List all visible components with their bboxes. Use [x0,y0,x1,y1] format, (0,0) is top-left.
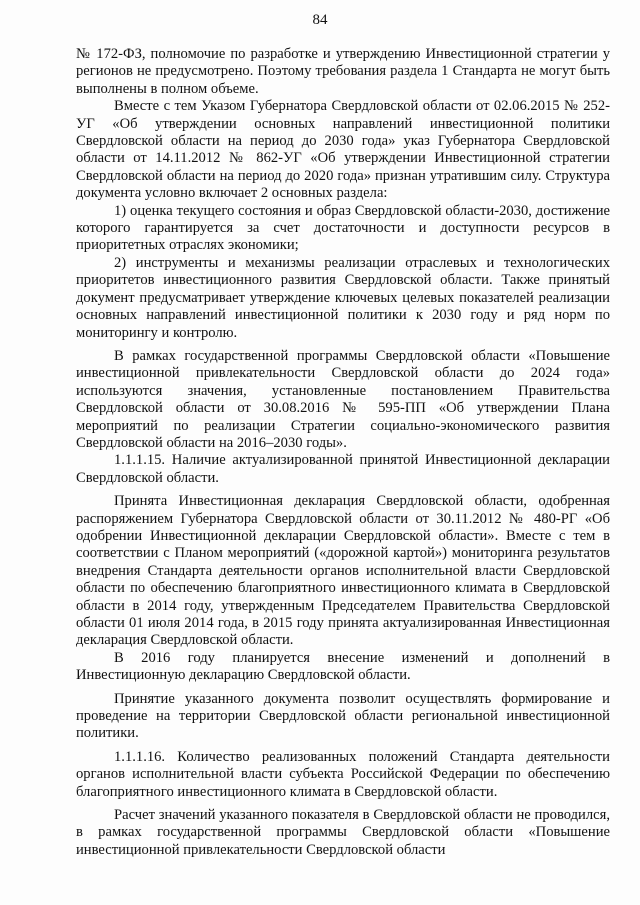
paragraph-9: Принятие указанного документа позволит осуществлять формирование и проведение на территории Свердловской области региональной инвестиционной политики. [76,690,610,742]
paragraph-4: 2) инструменты и механизмы реализации отраслевых и технологических приоритетов инвестиционного развития Свердловской области. Также принятый документ предусматривает утверждение ключевых целевых показателей реализации основных направлений инвестиционной политики к 2030 году и ряд норм по мониторингу и контролю. [76,254,610,341]
document-body [76,46,610,859]
paragraph-3: 1) оценка текущего состояния и образ Свердловской области-2030, достижение которого гарантируется за счет достаточности и доступности ресурсов в приоритетных отраслях экономики; [76,202,610,254]
page-number: 84 [312,12,328,28]
paragraph-6-heading: 1.1.1.15. Наличие актуализированной принятой Инвестиционной декларации Свердловской области. [76,452,610,486]
paragraph-10-heading: 1.1.1.16. Количество реализованных положений Стандарта деятельности органов исполнительной власти субъекта Российской Федерации по обеспечению благоприятного инвестиционного климата в Свердловской области. [76,748,610,800]
paragraph-2: Вместе с тем Указом Губернатора Свердловской области от 02.06.2015 № 252-УГ «Об утверждении основных направлений инвестиционной политики Свердловской области на период до 2030 года» указ Губернатора Свердловской области от 14.11.2012 № 862-УГ «Об утверждении Инвестиционной стратегии Свердловской области на период до 2020 года» признан утратившим силу. Структура документа условно включает 2 основных раздела: [76,98,610,202]
paragraph-8: В 2016 году планируется внесение изменений и дополнений в Инвестиционную декларацию Свердловской области. [76,649,610,684]
paragraph-1: № 172-ФЗ, полномочие по разработке и утверждению Инвестиционной стратегии у регионов не предусмотрено. Поэтому требования раздела 1 Стандарта не могут быть выполнены в полном объеме. [76,46,610,97]
paragraph-5: В рамках государственной программы Свердловской области «Повышение инвестиционной привлекательности Свердловской области до 2024 года» используются значения, установленные постановлением Правительства Свердловской области от 30.08.2016 № 595-ПП «Об утверждении Плана мероприятий по реализации Стратегии социально-экономического развития Свердловской области на 2016–2030 годы». [76,347,610,451]
paragraph-7: Принята Инвестиционная декларация Свердловской области, одобренная распоряжением Губернатора Свердловской области от 30.11.2012 № 480-РГ «Об одобрении Инвестиционной декларации Свердловской области». Вместе с тем в соответствии с Планом мероприятий («дорожной картой») мониторинга результатов внедрения Стандарта деятельности органов исполнительной власти Свердловской области по обеспечению благоприятного инвестиционного климата в Свердловской области в 2014 году, утвержденным Председателем Правительства Свердловской области 01 июля 2014 года, в 2015 году принята актуализированная Инвестиционная декларация Свердловской области. [76,493,610,649]
paragraph-11: Расчет значений указанного показателя в Свердловской области не проводился, в рамках государственной программы Свердловской области «Повышение инвестиционной привлекательности Свердловской области [76,807,610,858]
